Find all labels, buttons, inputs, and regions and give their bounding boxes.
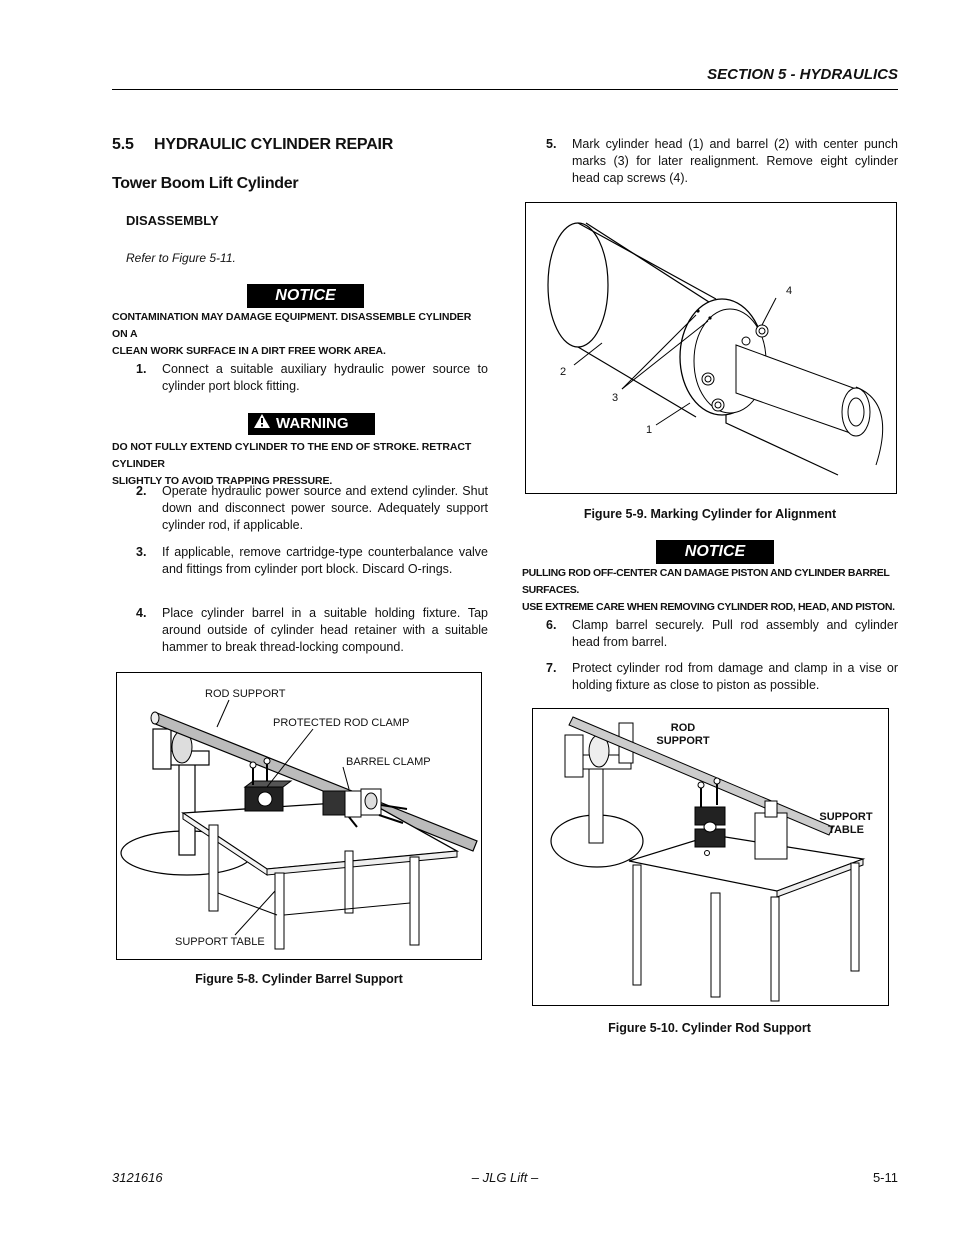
notice-badge: NOTICE — [247, 284, 364, 308]
step-number: 1. — [136, 362, 147, 376]
warning-line: DO NOT FULLY EXTEND CYLINDER TO THE END OF STROKE. RETRACT CYLINDER — [112, 441, 472, 470]
label-protected-rod-clamp: PROTECTED ROD CLAMP — [273, 717, 410, 729]
step-2 — [136, 483, 488, 537]
figure-5-8-caption: Figure 5-8. Cylinder Barrel Support — [195, 972, 403, 986]
step-text: Protect cylinder rod from damage and clamp in a vise or holding fixture as close to piston as possible. — [572, 661, 898, 692]
step-text: Operate hydraulic power source and extend cylinder. Shut down and disconnect power source. Adequately support cylinder rod, if applicable. — [162, 484, 488, 532]
step-text: Place cylinder barrel in a suitable holding fixture. Tap around outside of cylinder head retainer with a suitable hammer to break thread-locking compound. — [162, 606, 488, 654]
callout-4: 4 — [786, 285, 793, 297]
step-number: 6. — [546, 618, 557, 632]
notice-badge-2: NOTICE — [656, 540, 774, 564]
step-text: Clamp barrel securely. Pull rod assembly and cylinder head from barrel. — [572, 618, 898, 649]
figure-5-9 — [525, 202, 897, 494]
step-text: Connect a suitable auxiliary hydraulic power source to cylinder port block fitting. — [162, 362, 488, 393]
section-title — [112, 136, 393, 154]
callout-2: 2 — [560, 366, 567, 378]
header-rule — [112, 89, 898, 90]
subsection-title: Tower Boom Lift Cylinder — [112, 175, 299, 192]
section-header: SECTION 5 - HYDRAULICS — [707, 66, 898, 83]
footer-doc-number: 3121616 — [112, 1170, 163, 1185]
notice-line: CONTAMINATION MAY DAMAGE EQUIPMENT. DISASSEMBLE CYLINDER ON A — [112, 311, 472, 340]
cylinder-barrel-support-illustration — [117, 673, 481, 959]
figure-5-10 — [532, 708, 889, 1006]
warning-line: SLIGHTLY TO AVOID TRAPPING PRESSURE. — [112, 475, 333, 487]
notice-line: CLEAN WORK SURFACE IN A DIRT FREE WORK AREA. — [112, 345, 386, 357]
label-support-table: SUPPORT TABLE — [175, 936, 265, 948]
step-text: Mark cylinder head (1) and barrel (2) with center punch marks (3) for later realignment. Remove eight cylinder head cap screws (4). — [572, 137, 898, 185]
notice-line: USE EXTREME CARE WHEN REMOVING CYLINDER ROD, HEAD, AND PISTON. — [522, 601, 895, 613]
step-1 — [136, 361, 488, 397]
footer-page-number: 5-11 — [872, 1170, 898, 1185]
label-support: SUPPORT — [819, 811, 873, 823]
step-4 — [136, 605, 488, 659]
notice-text-2 — [522, 565, 902, 616]
step-number: 4. — [136, 606, 147, 620]
label-rod-support: ROD SUPPORT — [205, 688, 286, 700]
cylinder-rod-support-illustration — [533, 709, 888, 1005]
step-number: 7. — [546, 661, 557, 675]
notice-text — [112, 309, 488, 360]
label-barrel-clamp: BARREL CLAMP — [346, 756, 431, 768]
section-title-text: HYDRAULIC CYLINDER REPAIR — [154, 136, 394, 153]
warning-triangle-icon — [254, 414, 270, 428]
marking-cylinder-illustration — [526, 203, 896, 493]
step-number: 3. — [136, 545, 147, 559]
subheading: DISASSEMBLY — [126, 213, 219, 228]
footer-center: – JLG Lift – — [471, 1170, 539, 1185]
step-7 — [546, 660, 898, 696]
step-5 — [546, 136, 898, 190]
label-rod: ROD — [670, 722, 696, 734]
figure-5-9-caption: Figure 5-9. Marking Cylinder for Alignment — [583, 507, 837, 521]
figure-5-10-caption: Figure 5-10. Cylinder Rod Support — [608, 1021, 811, 1035]
section-number: 5.5 — [112, 136, 134, 153]
warning-label: WARNING — [276, 415, 349, 432]
step-3 — [136, 544, 488, 598]
figure-5-8 — [116, 672, 482, 960]
label-support-table: TABLE — [828, 824, 864, 836]
step-number: 2. — [136, 484, 147, 498]
step-text: If applicable, remove cartridge-type counterbalance valve and fittings from cylinder port block. Discard O-rings. — [162, 545, 488, 576]
callout-3: 3 — [612, 392, 619, 404]
notice-line: PULLING ROD OFF-CENTER CAN DAMAGE PISTON AND CYLINDER BARREL SURFACES. — [522, 567, 890, 596]
step-number: 5. — [546, 137, 557, 151]
figure-reference: Refer to Figure 5-11. — [126, 251, 236, 265]
label-rod-support: SUPPORT — [656, 735, 710, 747]
step-6 — [546, 617, 898, 653]
warning-badge — [248, 413, 375, 435]
callout-1: 1 — [646, 424, 653, 436]
